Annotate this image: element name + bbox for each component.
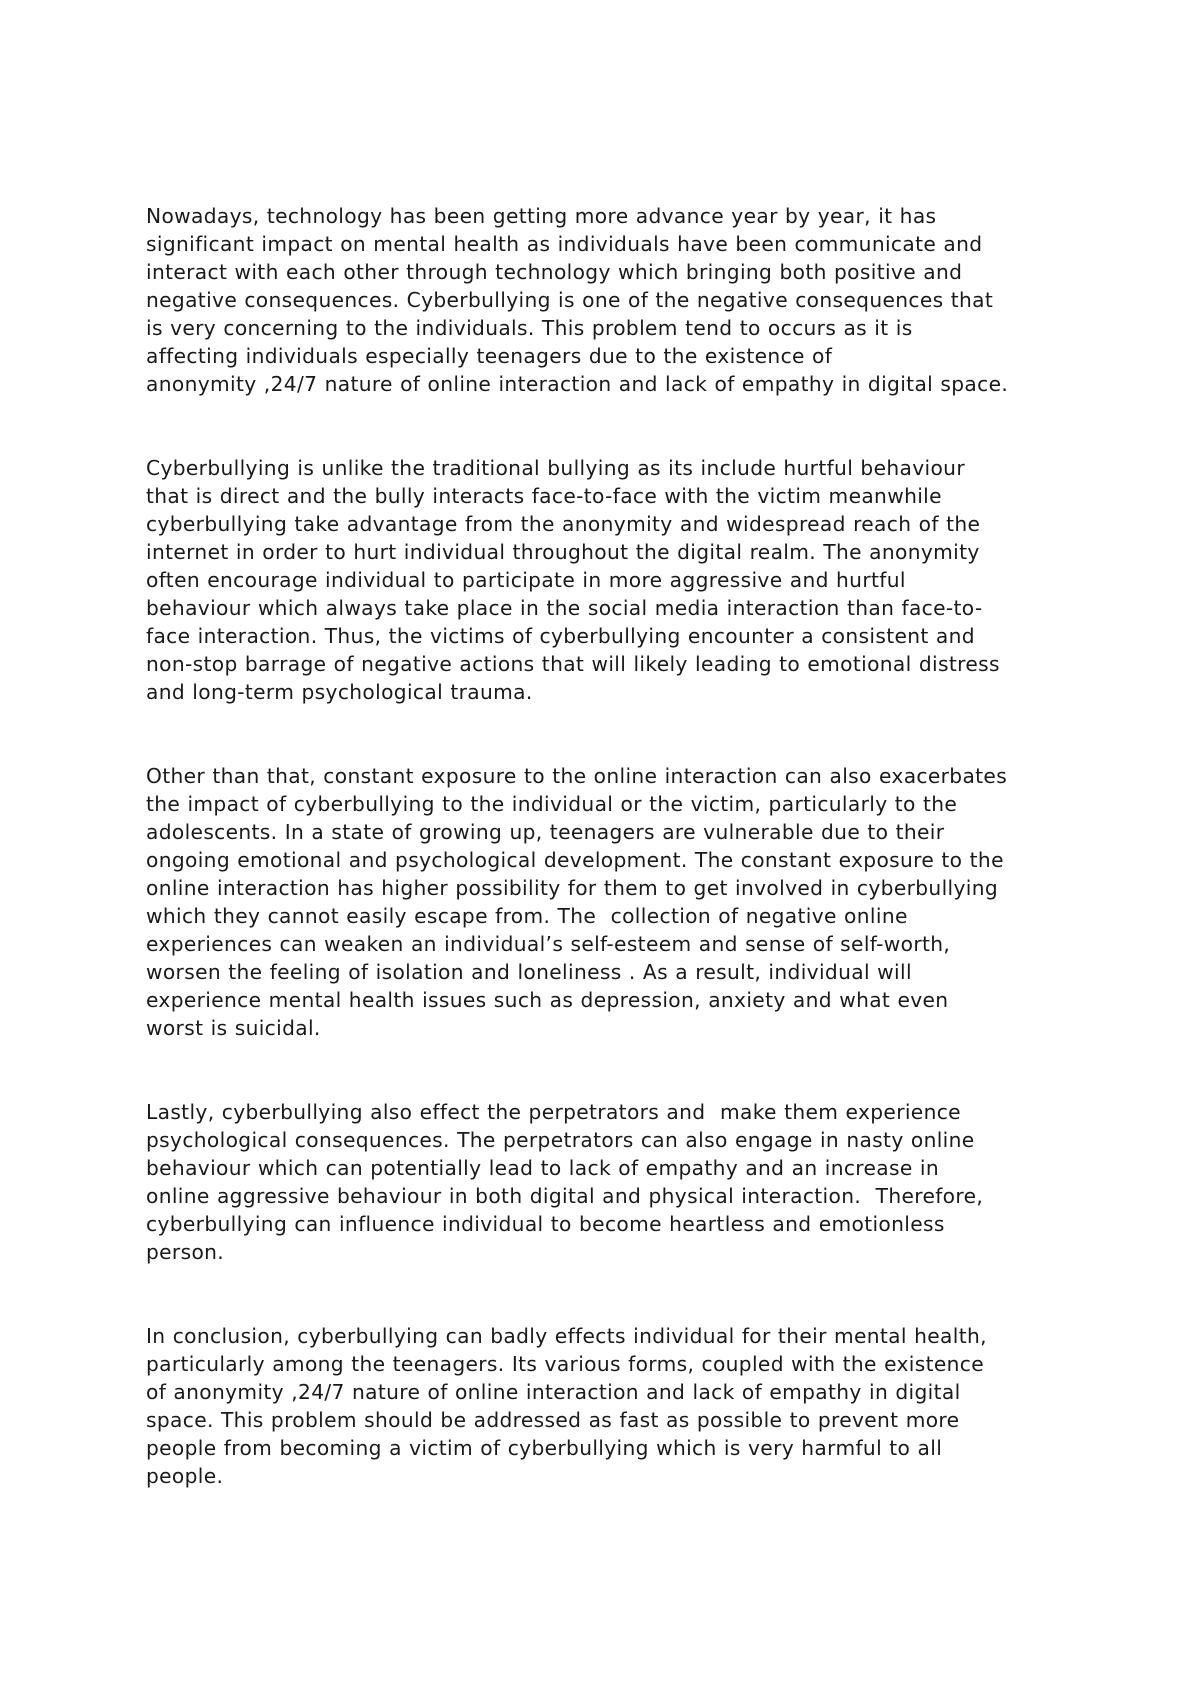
paragraph-line: anonymity ,24/7 nature of online interaction and lack of empathy in digital space. [146,372,1009,396]
paragraph-line: Other than that, constant exposure to the online interaction can also exacerbates [146,764,1008,788]
paragraph-line: Cyberbullying is unlike the traditional bullying as its include hurtful behaviour [146,456,965,480]
paragraph-line: online aggressive behaviour in both digital and physical interaction. Therefore, [146,1184,984,1208]
paragraph-body-2 [146,762,1076,1042]
paragraph-line: worst is suicidal. [146,1016,321,1040]
paragraph-conclusion [146,1322,1076,1490]
paragraph-line: interact with each other through technology which bringing both positive and [146,260,963,284]
paragraph-line: space. This problem should be addressed as fast as possible to prevent more [146,1408,960,1432]
paragraph-line: of anonymity ,24/7 nature of online interaction and lack of empathy in digital [146,1380,961,1404]
paragraph-line: Lastly, cyberbullying also effect the perpetrators and make them experience [146,1100,961,1124]
paragraph-line: cyberbullying take advantage from the anonymity and widespread reach of the [146,512,981,536]
paragraph-line: behaviour which always take place in the social media interaction than face-to- [146,596,983,620]
paragraph-line: adolescents. In a state of growing up, teenagers are vulnerable due to their [146,820,945,844]
paragraph-line: experience mental health issues such as depression, anxiety and what even [146,988,949,1012]
paragraph-introduction [146,202,1076,398]
paragraph-line: experiences can weaken an individual’s self-esteem and sense of self-worth, [146,932,951,956]
paragraph-body-1 [146,454,1076,706]
paragraph-line: people from becoming a victim of cyberbullying which is very harmful to all [146,1436,943,1460]
paragraph-line: Nowadays, technology has been getting more advance year by year, it has [146,204,937,228]
paragraph-line: and long-term psychological trauma. [146,680,533,704]
paragraph-line: face interaction. Thus, the victims of cyberbullying encounter a consistent and [146,624,975,648]
paragraph-line: significant impact on mental health as individuals have been communicate and [146,232,983,256]
paragraph-body-3 [146,1098,1076,1266]
paragraph-line: internet in order to hurt individual throughout the digital realm. The anonymity [146,540,980,564]
paragraph-line: the impact of cyberbullying to the individual or the victim, particularly to the [146,792,958,816]
paragraph-line: ongoing emotional and psychological development. The constant exposure to the [146,848,1004,872]
paragraph-line: negative consequences. Cyberbullying is one of the negative consequences that [146,288,994,312]
paragraph-line: often encourage individual to participate in more aggressive and hurtful [146,568,906,592]
paragraph-line: people. [146,1464,224,1488]
paragraph-line: affecting individuals especially teenagers due to the existence of [146,344,833,368]
paragraph-line: In conclusion, cyberbullying can badly effects individual for their mental health, [146,1324,987,1348]
paragraph-line: worsen the feeling of isolation and loneliness . As a result, individual will [146,960,912,984]
paragraph-line: which they cannot easily escape from. The collection of negative online [146,904,908,928]
paragraph-line: particularly among the teenagers. Its various forms, coupled with the existence [146,1352,984,1376]
paragraph-line: cyberbullying can influence individual to become heartless and emotionless [146,1212,945,1236]
paragraph-line: online interaction has higher possibility for them to get involved in cyberbullying [146,876,999,900]
paragraph-line: that is direct and the bully interacts face-to-face with the victim meanwhile [146,484,942,508]
paragraph-line: behaviour which can potentially lead to lack of empathy and an increase in [146,1156,940,1180]
paragraph-line: non-stop barrage of negative actions that will likely leading to emotional distress [146,652,1000,676]
essay-body [146,202,1076,1546]
paragraph-line: is very concerning to the individuals. This problem tend to occurs as it is [146,316,913,340]
paragraph-line: person. [146,1240,225,1264]
paragraph-line: psychological consequences. The perpetrators can also engage in nasty online [146,1128,975,1152]
